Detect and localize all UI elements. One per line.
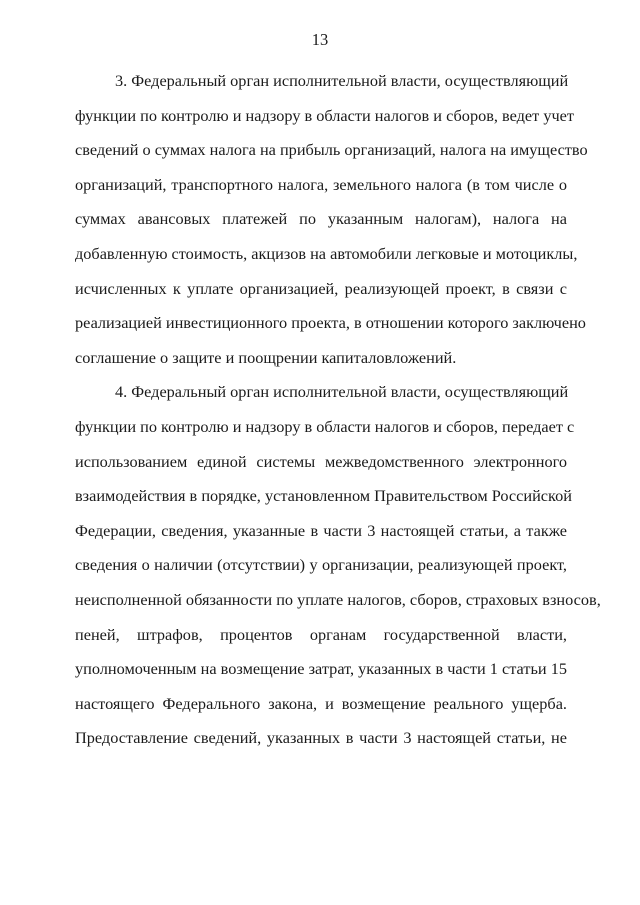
text-line: 3. Федеральный орган исполнительной власти, осуществляющий (115, 71, 569, 90)
text-line: неисполненной обязанности по уплате налогов, сборов, страховых взносов, (75, 589, 601, 609)
text-line: сведения о наличии (отсутствии) у организации, реализующей проект, (75, 555, 567, 575)
document-body (75, 64, 601, 756)
text-line: исчисленных к уплате организацией, реализующей проект, в связи с (75, 278, 567, 298)
text-line: использованием единой системы межведомственного электронного (75, 451, 567, 471)
text-line: функции по контролю и надзору в области налогов и сборов, ведет учет (75, 105, 575, 125)
text-line: функции по контролю и надзору в области налогов и сборов, передает с (75, 416, 575, 436)
text-line: реализацией инвестиционного проекта, в отношении которого заключено (75, 313, 586, 333)
text-line: добавленную стоимость, акцизов на автомобили легковые и мотоциклы, (75, 243, 578, 263)
text-line: настоящего Федерального закона, и возмещение реального ущерба. (75, 693, 567, 713)
text-line: сведений о суммах налога на прибыль организаций, налога на имущество (75, 140, 588, 160)
text-line: соглашение о защите и поощрении капиталовложений. (75, 347, 457, 367)
page-number: 13 (311, 30, 329, 49)
paragraph-4 (75, 375, 601, 756)
text-line: пеней, штрафов, процентов органам государственной власти, (75, 624, 567, 644)
text-line: Федерации, сведения, указанные в части 3 настоящей статьи, а также (75, 520, 567, 540)
paragraph-3 (75, 64, 588, 375)
text-line: Предоставление сведений, указанных в части 3 настоящей статьи, не (75, 728, 567, 748)
text-line: взаимодействия в порядке, установленном Правительством Российской (75, 486, 572, 506)
text-line: суммах авансовых платежей по указанным налогам), налога на (75, 209, 567, 229)
text-line: организаций, транспортного налога, земельного налога (в том числе о (75, 174, 567, 194)
text-line: уполномоченным на возмещение затрат, указанных в части 1 статьи 15 (75, 659, 567, 679)
text-line: 4. Федеральный орган исполнительной власти, осуществляющий (115, 382, 569, 402)
